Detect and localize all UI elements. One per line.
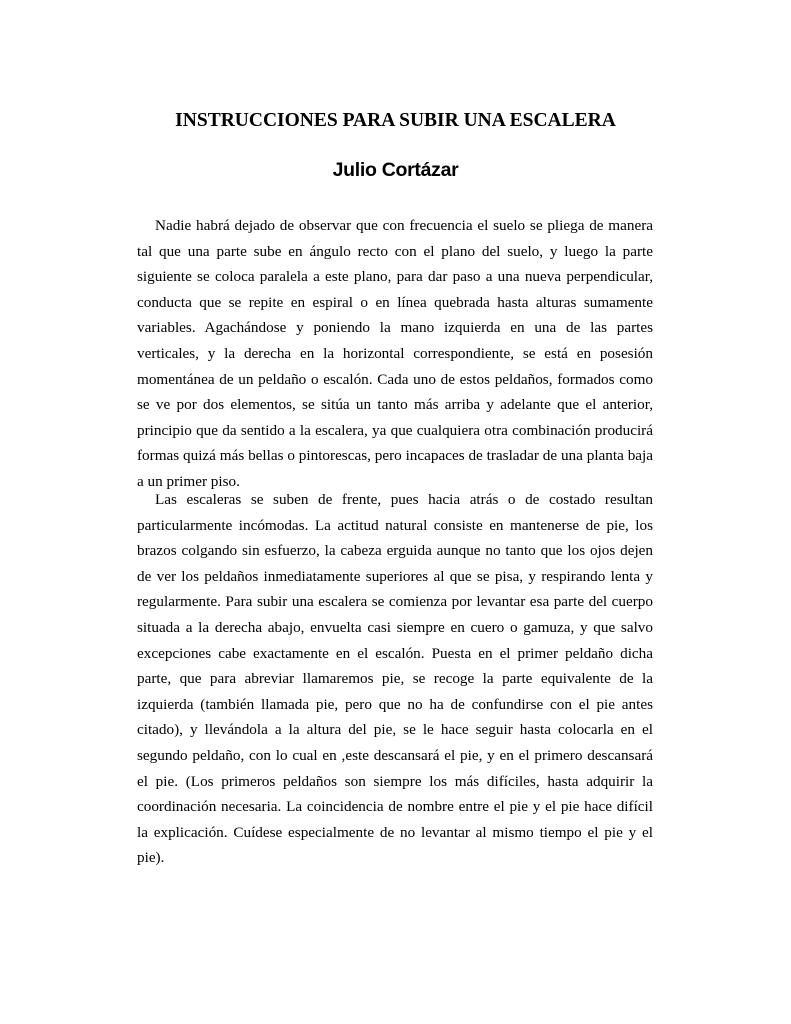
document-title: INSTRUCCIONES PARA SUBIR UNA ESCALERA bbox=[175, 110, 616, 131]
author-name: Julio Cortázar bbox=[332, 159, 459, 181]
paragraph-2: Las escaleras se suben de frente, pues hacia atrás o de costado resultan particularmente incómodas. La actitud natural consiste en mantenerse de pie, los brazos colgando sin esfuerzo, la cabeza erguida aunque no tanto que los ojos dejen de ver los peldaños inmediatamente superiores al que se pisa, y respirando lenta y regularmente. Para subir una escalera se comienza por levantar esa parte del cuerpo situada a la derecha abajo, envuelta casi siempre en cuero o gamuza, y que salvo excepciones cabe exactamente en el escalón. Puesta en el primer peldaño dicha parte, que para abreviar llamaremos pie, se recoge la parte equivalente de la izquierda (también llamada pie, pero que no ha de confundirse con el pie antes citado), y llevándola a la altura del pie, se le hace seguir hasta colocarla en el segundo peldaño, con lo cual en ,este descansará el pie, y en el primero descansará el pie. (Los primeros peldaños son siempre los más difíciles, hasta adquirir la coordinación necesaria. La coincidencia de nombre entre el pie y el pie hace difícil la explicación. Cuídese especialmente de no levantar al mismo tiempo el pie y el pie). bbox=[137, 491, 653, 867]
paragraph-1: Nadie habrá dejado de observar que con frecuencia el suelo se pliega de manera tal que una parte sube en ángulo recto con el plano del suelo, y luego la parte siguiente se coloca paralela a este plano, para dar paso a una nueva perpendicular, conducta que se repite en espiral o en línea quebrada hasta alturas sumamente variables. Agachándose y poniendo la mano izquierda en una de las partes verticales, y la derecha en la horizontal correspondiente, se está en posesión momentánea de un peldaño o escalón. Cada uno de estos peldaños, formados como se ve por dos elementos, se sitúa un tanto más arriba y adelante que el anterior, principio que da sentido a la escalera, ya que cualquiera otra combinación producirá formas quizá más bellas o pintorescas, pero incapaces de trasladar de una planta baja a un primer piso. bbox=[137, 217, 653, 490]
